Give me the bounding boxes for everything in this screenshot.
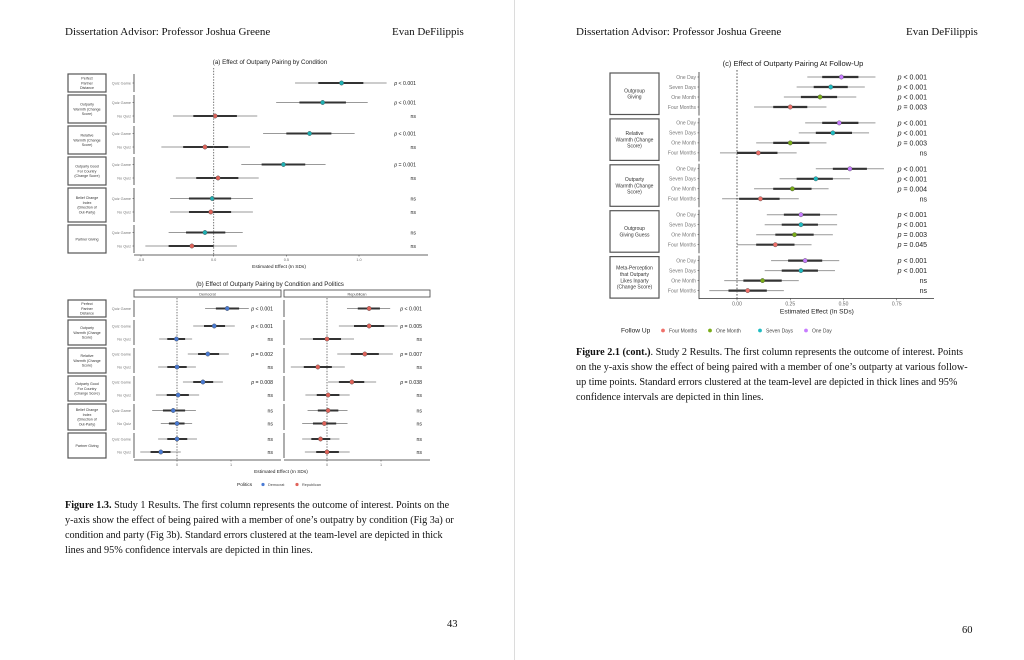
page-number: 60 (962, 625, 973, 636)
row-label: Seven Days (669, 222, 696, 229)
legend-item: Democrat (268, 483, 285, 487)
p-value-label: p < 0.001 (897, 258, 927, 266)
header-author: Evan DeFilippis (906, 26, 978, 38)
outcome-label-line: that Outparty (620, 271, 649, 278)
outcome-label-line: Warmth (Change (615, 183, 654, 190)
outcome-label-line: Warmth (Change (73, 138, 101, 143)
facet-label: Democrat (199, 292, 216, 297)
point-estimate (339, 81, 343, 85)
p-value-label: ns (919, 278, 927, 286)
outcome-label-line: Outparty Good (75, 164, 99, 169)
p-value-label: p < 0.001 (394, 81, 416, 87)
p-value-label: p < 0.001 (897, 212, 927, 220)
row-label: One Day (676, 120, 696, 127)
point-estimate (281, 162, 285, 166)
outcome-label-line: (Direction of (77, 417, 97, 422)
x-tick-label: 0.5 (283, 258, 289, 262)
outcome-label-line: Warmth (Change (73, 358, 101, 363)
x-tick-label: 0.75 (891, 301, 902, 308)
point-estimate (367, 324, 371, 328)
point-estimate (316, 365, 320, 369)
outcome-label-line: Relative (625, 131, 644, 138)
row-label: One Month (671, 140, 696, 147)
outcome-label-line: Warmth (Change (73, 330, 101, 335)
p-value-label: ns (410, 114, 416, 120)
outcome-label-line: Score) (627, 189, 642, 196)
row-label: Quiz Game (111, 437, 131, 442)
outcome-label-line: Giving Guess (619, 232, 650, 239)
point-estimate (171, 408, 175, 412)
p-value-label: ns (416, 393, 422, 399)
p-value-label: p = 0.001 (394, 162, 416, 169)
x-tick-label: 0.0 (211, 258, 217, 262)
point-estimate (326, 408, 330, 412)
outcome-label-line: Outgroup (624, 226, 645, 233)
row-label: Quiz Game (111, 100, 131, 105)
x-axis-label: Estimated Effect (In SDs) (779, 308, 854, 316)
outcome-label-line: Partner Giving (75, 443, 99, 448)
p-value-label: ns (416, 437, 422, 443)
row-label: Quiz Game (111, 131, 131, 136)
row-label: Four Months (667, 242, 696, 249)
point-estimate (788, 105, 792, 109)
point-estimate (790, 187, 794, 191)
point-estimate (799, 268, 803, 272)
x-tick-label: 1.0 (356, 258, 362, 262)
point-estimate (363, 352, 367, 356)
row-label: Four Months (667, 288, 696, 295)
point-estimate (175, 437, 179, 441)
p-value-label: p < 0.001 (897, 84, 927, 92)
point-estimate (792, 233, 796, 237)
p-value-label: ns (267, 450, 273, 456)
point-estimate (367, 306, 371, 310)
outcome-label-line: Warmth (Change (73, 107, 101, 112)
row-label: No Quiz (117, 176, 131, 181)
header-author: Evan DeFilippis (392, 26, 464, 38)
outcome-label-line: (Change Score) (74, 174, 100, 179)
x-tick-label: 0.25 (785, 301, 796, 308)
p-value-label: p = 0.038 (400, 380, 422, 386)
p-value-label: p < 0.001 (897, 74, 927, 82)
caption-label: Figure 2.1 (cont.) (576, 347, 651, 358)
chart-title: (c) Effect of Outparty Pairing At Follow-Up (722, 59, 864, 68)
point-estimate (818, 95, 822, 99)
point-estimate (829, 85, 833, 89)
outcome-label-line: Partner (81, 306, 93, 311)
outcome-label-line: Relative (80, 353, 94, 358)
p-value-label: ns (267, 408, 273, 415)
point-estimate (773, 243, 777, 247)
row-label: No Quiz (117, 365, 131, 370)
p-value-label: ns (410, 230, 416, 237)
outcome-label-line: Warmth (Change (615, 137, 654, 144)
p-value-label: ns (410, 176, 416, 182)
row-label: One Day (676, 74, 696, 81)
row-label: One Month (671, 278, 696, 285)
point-estimate (758, 197, 762, 201)
outcome-label-line: Perfect (81, 301, 93, 306)
point-estimate (799, 223, 803, 227)
chart-title: (a) Effect of Outparty Pairing by Condition (212, 59, 328, 66)
row-label: Quiz Game (111, 380, 131, 385)
x-tick-label: 0 (325, 463, 329, 467)
point-estimate (307, 131, 311, 135)
outcome-label-line: Perfect (81, 76, 93, 81)
p-value-label: ns (410, 210, 416, 216)
point-estimate (159, 450, 163, 454)
outcome-label-line: For Country (77, 386, 97, 391)
outcome-label-line: Distance (80, 86, 94, 91)
outcome-label-line: Out-Party) (78, 210, 96, 215)
p-value-label: ns (919, 196, 927, 204)
point-estimate (350, 380, 354, 384)
point-estimate (322, 421, 326, 425)
row-label: One Month (671, 186, 696, 193)
outcome-label-line: Giving (627, 94, 642, 101)
outcome-label-line: (Change Score) (616, 284, 653, 291)
point-estimate (745, 288, 749, 292)
point-estimate (803, 258, 807, 262)
row-label: No Quiz (117, 421, 131, 426)
outcome-label-line: Score) (627, 143, 642, 150)
row-label: One Day (676, 166, 696, 173)
p-value-label: p < 0.001 (897, 120, 927, 128)
point-estimate (203, 230, 207, 234)
p-value-label: p = 0.045 (897, 242, 927, 250)
chart-title: (b) Effect of Outparty Pairing by Condition and Politics (196, 281, 344, 288)
p-value-label: p < 0.001 (897, 176, 927, 184)
point-estimate (325, 450, 329, 454)
outcome-label-line: Distance (80, 311, 94, 316)
point-estimate (326, 393, 330, 397)
p-value-label: ns (410, 145, 416, 151)
p-value-label: ns (919, 150, 927, 158)
page-number: 43 (447, 619, 458, 630)
point-estimate (760, 278, 764, 282)
point-estimate (209, 210, 213, 214)
outcome-label-line: Outgroup (624, 88, 645, 95)
row-label: No Quiz (117, 210, 131, 215)
x-tick-label: 0.50 (838, 301, 849, 308)
p-value-label: p < 0.001 (394, 100, 416, 107)
p-value-label: ns (267, 437, 273, 443)
legend-title: Politics (237, 483, 253, 488)
point-estimate (788, 141, 792, 145)
row-label: No Quiz (117, 145, 131, 150)
x-tick-label: 0 (175, 463, 179, 467)
row-label: Quiz Game (111, 196, 131, 201)
row-label: Seven Days (669, 268, 696, 275)
p-value-label: p < 0.001 (400, 306, 422, 313)
row-label: Four Months (667, 104, 696, 111)
legend-item: Seven Days (766, 328, 793, 335)
point-estimate (799, 213, 803, 217)
caption-label: Figure 1.3. (65, 500, 112, 511)
x-tick-label: 0.00 (732, 301, 742, 308)
row-label: No Quiz (117, 450, 131, 455)
point-estimate (318, 437, 322, 441)
p-value-label: ns (267, 393, 273, 399)
outcome-label-line: Partner (81, 81, 93, 86)
point-estimate (839, 75, 843, 79)
row-label: One Month (671, 94, 696, 101)
outcome-label-line: Score) (81, 335, 93, 340)
row-label: Four Months (667, 196, 696, 203)
row-label: Quiz Game (111, 408, 131, 413)
p-value-label: p < 0.001 (897, 268, 927, 276)
row-label: No Quiz (117, 337, 131, 342)
row-label: No Quiz (117, 114, 131, 119)
row-label: One Day (676, 212, 696, 219)
chart-c (600, 55, 945, 340)
p-value-label: ns (919, 288, 927, 296)
p-value-label: p = 0.003 (897, 232, 927, 240)
outcome-label-line: Belief Change (75, 407, 99, 412)
row-label: Seven Days (669, 130, 696, 137)
legend-item: Four Months (669, 328, 698, 335)
legend-swatch (295, 483, 298, 486)
point-estimate (325, 337, 329, 341)
header-advisor: Dissertation Advisor: Professor Joshua Greene (576, 26, 782, 38)
point-estimate (814, 177, 818, 181)
p-value-label: p < 0.001 (897, 94, 927, 102)
point-estimate (320, 100, 324, 104)
legend-swatch (708, 329, 712, 333)
chart-a (60, 52, 440, 274)
outcome-label-line: For Country (77, 169, 97, 174)
x-tick-label: -0.5 (137, 258, 145, 262)
row-label: Four Months (667, 150, 696, 157)
caption-text: . Study 2 Results. The first column represents the outcome of interest. Points on the y-axis show the effect of being paired with a member of one’s outparty at various follow-up time points. Standard errors clustered at the team-level are depicted in thick lines and 95% confidence intervals are depicted in thin lines. (576, 347, 968, 403)
outcome-label-line: Index (82, 412, 92, 417)
outcome-label-line: Likes Inparty (620, 278, 649, 285)
outcome-label-line: Meta-Perception (616, 265, 653, 272)
point-estimate (175, 365, 179, 369)
p-value-label: ns (410, 244, 416, 250)
row-label: No Quiz (117, 244, 131, 249)
header-advisor: Dissertation Advisor: Professor Joshua Greene (65, 26, 271, 38)
outcome-label-line: Index (82, 200, 92, 205)
legend-swatch (261, 483, 264, 486)
outcome-label-line: Belief Change (75, 195, 99, 200)
p-value-label: ns (416, 337, 422, 343)
figure-caption (65, 498, 460, 558)
p-value-label: p < 0.001 (251, 324, 273, 330)
x-tick-label: 1 (379, 463, 383, 467)
x-tick-label: 1 (229, 463, 233, 467)
p-value-label: p = 0.003 (897, 140, 927, 148)
p-value-label: p < 0.001 (897, 166, 927, 174)
p-value-label: ns (416, 408, 422, 415)
point-estimate (216, 176, 220, 180)
outcome-label-line: Outparty (80, 102, 94, 107)
p-value-label: p = 0.002 (251, 352, 273, 358)
p-value-label: ns (416, 421, 422, 428)
row-label: Quiz Game (111, 162, 131, 167)
legend-swatch (804, 329, 808, 333)
outcome-label-line: Partner Giving (75, 237, 99, 242)
point-estimate (190, 244, 194, 248)
point-estimate (176, 393, 180, 397)
p-value-label: ns (416, 450, 422, 456)
p-value-label: p < 0.001 (897, 222, 927, 230)
legend-swatch (661, 329, 665, 333)
x-axis-label: Estimated Effect (In SDs) (254, 470, 308, 475)
p-value-label: p < 0.001 (251, 306, 273, 313)
legend-item: One Month (716, 328, 741, 335)
outcome-label-line: (Direction of (77, 205, 97, 210)
outcome-label-line: Score) (81, 112, 93, 117)
row-label: Seven Days (669, 176, 696, 183)
row-label: One Month (671, 232, 696, 239)
p-value-label: p < 0.001 (394, 131, 416, 138)
legend-item: One Day (812, 328, 832, 335)
point-estimate (212, 324, 216, 328)
p-value-label: p = 0.005 (400, 324, 422, 330)
outcome-label-line: Outparty (80, 325, 94, 330)
outcome-label-line: Score) (81, 143, 93, 148)
outcome-label-line: Out-Party) (78, 422, 96, 427)
row-label: Quiz Game (111, 306, 131, 311)
figure-caption (576, 345, 971, 405)
outcome-label-line: Score) (81, 363, 93, 368)
p-value-label: ns (267, 365, 273, 371)
row-label: One Day (676, 258, 696, 265)
row-label: Quiz Game (111, 324, 131, 329)
p-value-label: ns (267, 337, 273, 343)
outcome-label-line: Relative (80, 133, 94, 138)
p-value-label: p = 0.003 (897, 104, 927, 112)
right-page (515, 0, 1024, 660)
point-estimate (174, 337, 178, 341)
point-estimate (756, 151, 760, 155)
row-label: Quiz Game (111, 81, 131, 86)
point-estimate (201, 380, 205, 384)
outcome-label-line: Outparty (624, 177, 645, 183)
p-value-label: p = 0.008 (251, 380, 273, 386)
p-value-label: ns (410, 196, 416, 203)
outcome-label-line: Outparty Good (75, 381, 99, 386)
point-estimate (175, 421, 179, 425)
outcome-label-line: (Change Score) (74, 391, 100, 396)
p-value-label: p < 0.001 (897, 130, 927, 138)
p-value-label: ns (267, 421, 273, 428)
point-estimate (848, 167, 852, 171)
p-value-label: p = 0.007 (400, 352, 422, 358)
p-value-label: ns (416, 365, 422, 371)
x-axis-label: Estimated Effect (In SDs) (252, 265, 306, 270)
point-estimate (225, 306, 229, 310)
point-estimate (206, 352, 210, 356)
chart-b (60, 278, 440, 496)
point-estimate (831, 131, 835, 135)
point-estimate (203, 145, 207, 149)
row-label: Seven Days (669, 84, 696, 91)
legend-title: Follow Up (621, 327, 651, 335)
facet-label: Republican (347, 292, 367, 297)
legend-item: Republican (302, 483, 321, 487)
row-label: Quiz Game (111, 230, 131, 235)
row-label: Quiz Game (111, 352, 131, 357)
legend-swatch (758, 329, 762, 333)
point-estimate (837, 121, 841, 125)
row-label: No Quiz (117, 393, 131, 398)
caption-text: Study 1 Results. The first column represents the outcome of interest. Points on the y-axis show the effect of being paired with a member of one’s outpatry by condition (Fig 3a) or condition and party (Fig 3b). Standard errors clustered at the team-level are depicted in thick lines and 95% confidence intervals are depicted in thin lines. (65, 500, 454, 556)
p-value-label: p = 0.004 (897, 186, 927, 194)
